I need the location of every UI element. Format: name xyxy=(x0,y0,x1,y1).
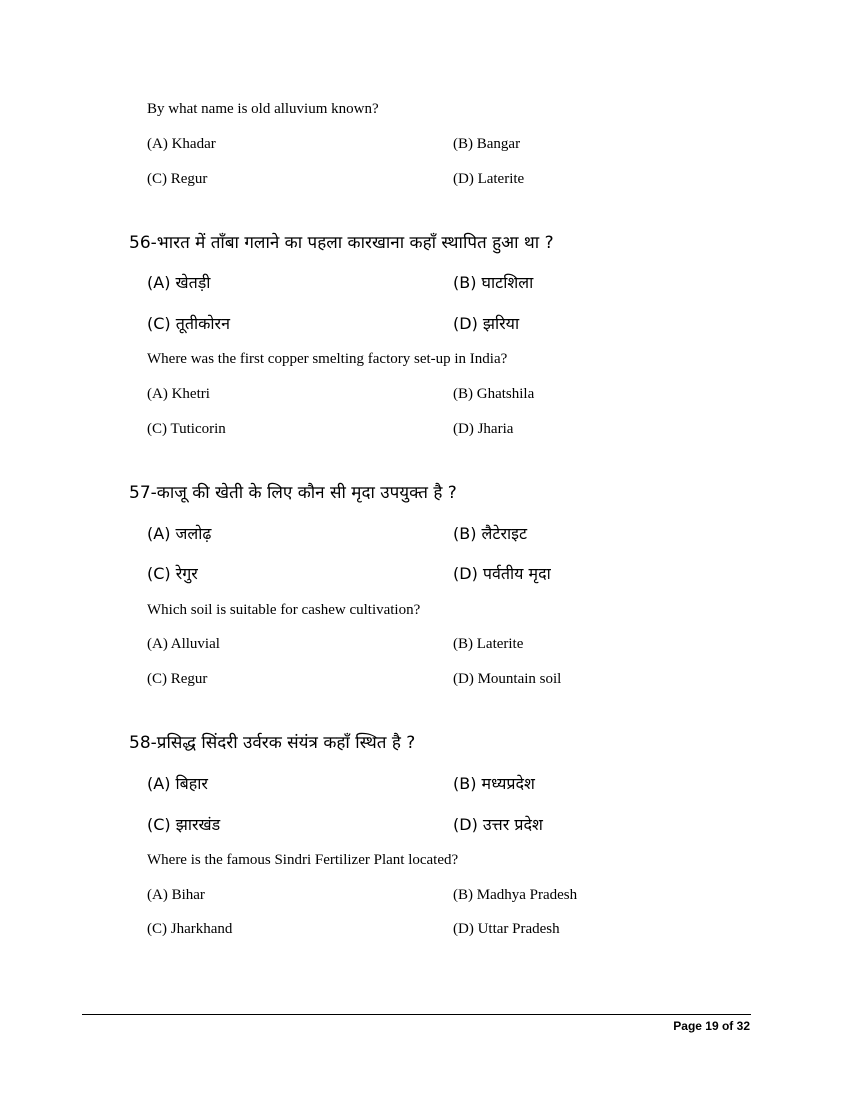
option-58-hi-d: (D) उत्तर प्रदेश xyxy=(453,815,543,834)
question-57-english-text: Which soil is suitable for cashew cultivation? xyxy=(147,602,421,618)
option-57-hi-a: (A) जलोढ़ xyxy=(147,524,212,543)
option-56-hi-c: (C) तूतीकोरन xyxy=(147,314,230,333)
option-55-en-d: (D) Laterite xyxy=(453,171,525,187)
option-58-en-b: (B) Madhya Pradesh xyxy=(453,887,578,903)
option-56-en-d: (D) Jharia xyxy=(453,421,514,437)
option-56-hi-b: (B) घाटशिला xyxy=(453,273,534,292)
option-57-en-a: (A) Alluvial xyxy=(147,636,220,652)
option-56-en-b: (B) Ghatshila xyxy=(453,386,535,402)
option-58-en-c: (C) Jharkhand xyxy=(147,921,233,937)
page-number: Page 19 of 32 xyxy=(673,1019,750,1033)
option-56-en-c: (C) Tuticorin xyxy=(147,421,226,437)
question-56-hindi-text: 56-भारत में ताँबा गलाने का पहला कारखाना कहाँ स्थापित हुआ था ? xyxy=(129,233,554,253)
option-58-hi-b: (B) मध्यप्रदेश xyxy=(453,774,535,793)
option-57-hi-d: (D) पर्वतीय मृदा xyxy=(453,564,551,583)
question-58-hindi-text: 58-प्रसिद्ध सिंदरी उर्वरक संयंत्र कहाँ स्थित है ? xyxy=(129,733,416,753)
option-56-en-a: (A) Khetri xyxy=(147,386,210,402)
option-58-en-a: (A) Bihar xyxy=(147,887,205,903)
option-58-en-d: (D) Uttar Pradesh xyxy=(453,921,560,937)
question-57-hindi-text: 57-काजू की खेती के लिए कौन सी मृदा उपयुक्त है ? xyxy=(129,483,457,503)
option-58-hi-a: (A) बिहार xyxy=(147,774,208,793)
option-57-en-b: (B) Laterite xyxy=(453,636,524,652)
option-55-en-c: (C) Regur xyxy=(147,171,208,187)
question-56-english-text: Where was the first copper smelting factory set-up in India? xyxy=(147,351,508,367)
option-56-hi-a: (A) खेतड़ी xyxy=(147,273,211,292)
option-55-en-b: (B) Bangar xyxy=(453,136,521,152)
footer-divider xyxy=(82,1014,751,1015)
option-57-hi-c: (C) रेगुर xyxy=(147,564,198,583)
option-57-hi-b: (B) लैटेराइट xyxy=(453,524,528,543)
option-57-en-d: (D) Mountain soil xyxy=(453,671,562,687)
option-56-hi-d: (D) झरिया xyxy=(453,314,520,333)
option-57-en-c: (C) Regur xyxy=(147,671,208,687)
question-55-english-text: By what name is old alluvium known? xyxy=(147,101,379,117)
option-55-en-a: (A) Khadar xyxy=(147,136,216,152)
option-58-hi-c: (C) झारखंड xyxy=(147,815,221,834)
question-58-english-text: Where is the famous Sindri Fertilizer Plant located? xyxy=(147,852,459,868)
